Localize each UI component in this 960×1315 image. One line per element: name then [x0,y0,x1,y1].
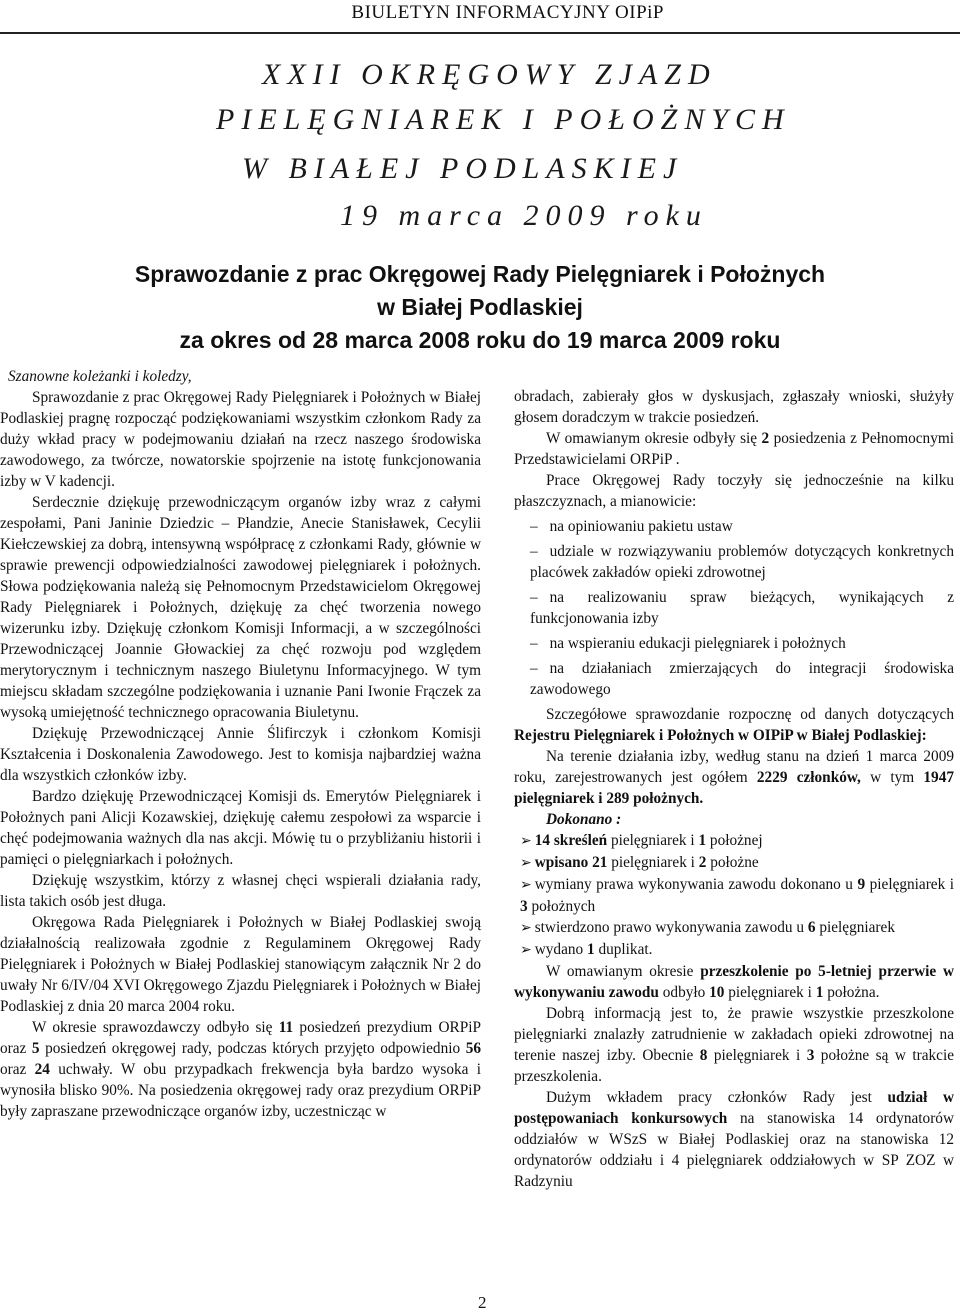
greeting: Szanowne koleżanki i koledzy, [8,368,192,385]
paragraph: Sprawozdanie z prac Okręgowej Rady Pielęgniarek i Położnych w Białej Podlaskiej pragnę rozpocząć podziękowaniami wszystkim członkom Rady za duży wkład pracy w podejmowaniu działań na rzecz naszego środowiska zawodowego, za twórcze, nowatorskie spojrzenie na istotę funkcjonowania izby w V kadencji. [0,389,481,490]
paragraph: obradach, zabierały głos w dyskusjach, zgłaszały wnioski, służyły głosem doradczym w trakcie posiedzeń. [514,388,954,426]
list-item: – na działaniach zmierzających do integracji środowiska zawodowego [514,658,954,700]
paragraph: Okręgowa Rada Pielęgniarek i Położnych w Białej Podlaskiej swoją działalnością realizowała zgodnie z Regulaminem Okręgowej Rady Pielęgniarek i Położnych w Białej Podlaskiej stanowiącym załącznik Nr 2 do uwały Nr 6/IV/04 XVI Okręgowego Zjazdu Pielęgniarek i Położnych w Białej Podlaskiej z dnia 20 marca 2004 roku. [0,914,481,1015]
left-column [0,366,481,1122]
arrow-icon: ➢ [520,943,532,958]
text: wymiany prawa wykonywania zawodu dokonano u [534,876,858,893]
page-header [0,0,960,34]
number: 11 [278,1019,294,1036]
paragraph: Prace Okręgowej Rady toczyły się jednocześnie na kilku płaszczyznach, a mianowicie: [514,472,954,510]
number: 6 [807,919,816,936]
number: 3 [520,898,528,915]
text: położnych [527,898,596,915]
text: na stanowiska 14 ordynatorów oddziałów w WSzS w Białej Podlaskiej oraz na stanowiska 12 ordynatorów oddziału i 4 pielęgniarek oddziałowych w SP ZOZ w Radzyniu [514,1110,954,1190]
arrow-icon: ➢ [520,878,532,893]
paragraph [0,1017,481,1122]
text: położnej [706,832,763,849]
text: uchwały. W obu przypadkach frekwencja była bardzo wysoka i wynosiła blisko 90%. Na posiedzenia okręgowej rady oraz prezydium ORPiP były zapraszane przewodniczące organów izby, uczestnicząc w [0,1061,481,1120]
congress-title-line3: W BIAŁEJ PODLASKIEJ [242,152,684,185]
number: 9 [857,876,866,893]
list-item: – na realizowaniu spraw bieżących, wynikających z funkcjonowania izby [514,587,954,629]
text: oraz [0,1061,35,1078]
report-title-line1: Sprawozdanie z prac Okręgowej Rady Pielęgniarek i Położnych [134,261,826,287]
congress-title-line1: XXII OKRĘGOWY ZJAZD [262,58,717,91]
page-number: 2 [478,1293,487,1312]
text: Szczegółowe sprawozdanie rozpocznę od danych dotyczących [546,706,954,723]
list-item [514,917,954,939]
text: położna. [823,984,880,1001]
paragraph: Bardzo dziękuję Przewodniczącej Komisji ds. Emerytów Pielęgniarek i Położnych pani Alicji Kozawskiej, dziękuję całemu zespołowi za wsparcie i chęć podejmowania ważnych dla nas akcji. Mówię tu o przybliżaniu historii i pamięci o pielęgniarkach i położnych. [0,788,481,868]
text: pielęgniarek [815,919,895,936]
paragraph [514,704,954,746]
text: odbyło [658,984,710,1001]
congress-date: 19 marca 2009 roku [340,199,708,232]
text: Dużym wkładem pracy członków Rady jest [546,1089,888,1106]
arrow-icon: ➢ [520,834,532,849]
text: położne są w trakcie przeszkolenia. [514,1047,954,1085]
number: 1 [815,984,824,1001]
text: Na terenie działania izby, według stanu na dzień 1 marca 2009 roku, zarejestrowanych jest ogółem [514,748,954,786]
paragraph [514,961,954,1003]
paragraph: Serdecznie dziękuję przewodniczącym organów izby wraz z całymi zespołami, Pani Janinie Dziedzic – Płandzie, Anecie Stanisławek, Cecylii Kiełczewskiej za dobrą, intensywną współpracę z członkami Rady, głównie w sprawie prewencji odpowiedzialności zawodowej pielęgniarek i położnych. Słowa podziękowania należą się Pełnomocnym Przedstawicielom Okręgowej Rady Pielęgniarek i Położnych, dziękuję za chęć tworzenia nowego wizerunku izby. Dziękuję członkom Komisji Informacji, a w szczególności Przewodniczącej Joannie Głowackiej za chęć rozwoju pod względem merytorycznym i technicznym naszego Biuletynu Informacyjnego. W tym miejscu składam szczególne podziękowania i uznanie Pani Iwonie Frączek za wysoką umiejętność technicznego opracowania Biuletynu. [0,494,481,721]
number: 8 [699,1047,708,1064]
text: Dobrą informacją jest to, że prawie wszystkie przeszkolone pielęgniarki znalazły zatrudnienie w zakładach opieki zdrowotnej na terenie naszej izby. Obecnie [514,1005,954,1064]
text: W omawianym okresie odbyły się [546,430,762,447]
number: 3 [806,1047,815,1064]
text: pielęgniarek i [607,832,699,849]
register-heading: Rejestru Pielęgniarek i Położnych w OIPiP w Białej Podlaskiej: [514,727,927,744]
list-item [514,830,954,852]
number: 24 [34,1061,50,1078]
competition-heading: udział w postępowaniach konkursowych [514,1089,954,1127]
text: duplikat. [594,941,653,958]
text: pielęgniarek i [707,1047,807,1064]
paragraph: Dziękuję Przewodniczącej Annie Ślifirczyk i członkom Komisji Kształcenia i Doskonalenia Zawodowego. Jest to komisja najbardziej ważna dla wszystkich członków izby. [0,725,481,784]
number: 1 [587,941,595,958]
number: 56 [465,1040,481,1057]
report-title-line3: za okres od 28 marca 2008 roku do 19 marca 2009 roku [179,327,781,353]
retraining-heading: przeszkolenie po 5-letniej przerwie w wykonywaniu zawodu [514,963,954,1001]
number: 10 [709,984,725,1001]
paragraph [514,1087,954,1192]
text: pielęgniarek i [865,876,954,893]
paragraph [514,1003,954,1087]
text: wydano [534,941,587,958]
number: 2 [698,854,707,871]
number: 1947 pielęgniarek i 289 położnych. [514,769,954,807]
number: 2229 członków, [756,769,861,786]
bulletin-title: BIULETYN INFORMACYJNY OIPiP [351,2,664,23]
list-item [514,852,954,874]
number: 2 [761,430,770,447]
arrow-icon: ➢ [520,921,532,936]
text: 14 skreśleń [534,832,608,849]
list-item: – na wspieraniu edukacji pielęgniarek i położnych [514,633,954,654]
list-item [514,939,954,961]
list-item [514,874,954,917]
list-item: – udziale w rozwiązywaniu problemów dotyczących konkretnych placówek zakładów opieki zdrowotnej [514,541,954,583]
done-label: Dokonano : [546,811,622,828]
report-title [0,258,960,357]
text: posiedzenia z Pełnomocnymi Przedstawicielami ORPiP . [514,430,955,468]
paragraph [514,746,954,809]
number: 1 [698,832,707,849]
report-title-line2: w Białej Podlaskiej [377,294,583,320]
list-item: – na opiniowaniu pakietu ustaw [514,516,954,537]
text: w tym [860,769,924,786]
congress-title-line2: PIELĘGNIAREK I POŁOŻNYCH [216,103,791,136]
right-column [514,386,954,1192]
number: 5 [31,1040,40,1057]
text: W omawianym okresie [546,963,701,980]
paragraph: Dziękuję wszystkim, którzy z własnej chęci wspierali działania rady, lista takich osób jest długa. [0,872,481,910]
text: stwierdzono prawo wykonywania zawodu u [534,919,808,936]
text: wpisano 21 [534,854,608,871]
text: pielęgniarek i [607,854,699,871]
paragraph [514,428,954,470]
text: posiedzeń okręgowej rady, podczas których przyjęto odpowiednio [39,1040,466,1057]
arrow-icon: ➢ [520,856,532,871]
text: pielęgniarek i [724,984,816,1001]
text: W okresie sprawozdawczy odbyło się [32,1019,279,1036]
text: położne [706,854,759,871]
text: posiedzeń prezydium ORPiP oraz [0,1019,481,1057]
